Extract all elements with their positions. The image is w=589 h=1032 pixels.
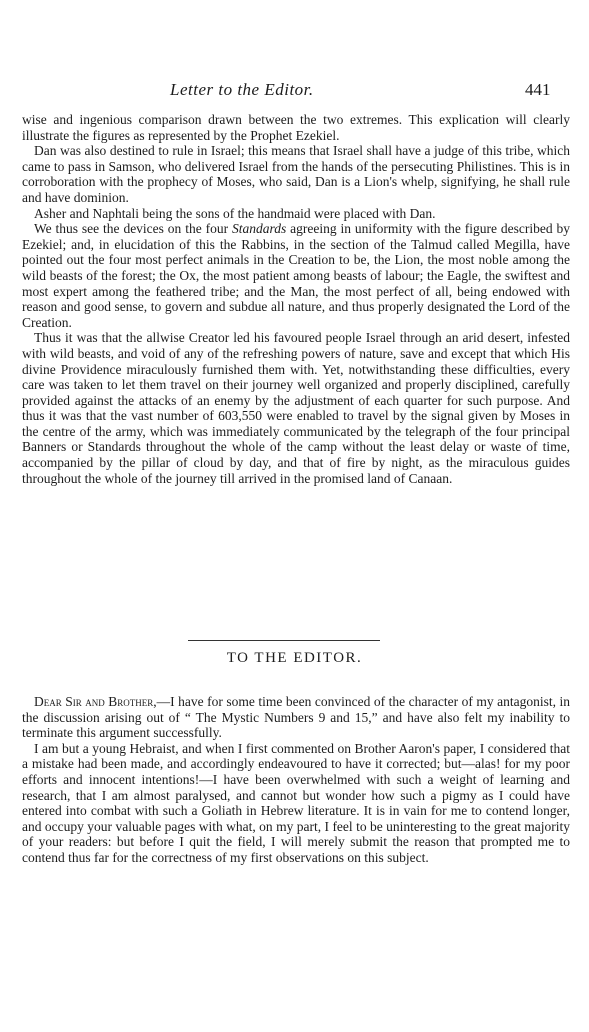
article-paragraph: Asher and Naphtali being the sons of the handmaid were placed with Dan. <box>34 205 436 221</box>
article-paragraph-rest: agreeing in uniformity with the figure described by Ezekiel; and, in elucidation of this the Rabbins, in the section of the Talmud called Megilla, have pointed out the four most perfect animals in the Creation to be, the Lion, the most noble among the wild beasts of the forest; the Ox, the most patient among beasts of labour; the Eagle, the swiftest and most expert among the feathered tribe; and the Man, the most perfect of all, being endowed with reason and good sense, to govern and subdue all nature, and thus properly designated the Lord of the Creation. <box>22 221 571 330</box>
letter-paragraph: I am but a young Hebraist, and when I first commented on Brother Aaron's paper, I considered that a mistake had been made, and accordingly endeavoured to have it corrected; but—alas! for my poor efforts and innocent intentions!—I have been overwhelmed with such a weight of learning and research, that I am almost paralysed, and cannot but wonder how such a pigmy as I could have entered into combat with such a Goliath in Hebrew literature. It is in vain for me to contend longer, and occupy your valuable pages with what, on my part, I feel to be uninteresting to the great majority of your readers: but before I quit the field, I will merely submit the reason that prompted me to contend thus far for the correctness of my first observations on this subject. <box>22 740 570 865</box>
letter-heading: TO THE EDITOR. <box>226 650 363 666</box>
article-paragraph: Thus it was that the allwise Creator led his favoured people Israel through an arid desert, infested with wild beasts, and void of any of the refreshing powers of nature, save and except that which His divine Providence miraculously furnished them with. Yet, notwithstanding these difficulties, every care was taken to let them travel on their journey well organized and properly disciplined, carefully provided against the attacks of an enemy by the adjustment of each quarter for such purpose. And thus it was that the vast number of 603,550 were enabled to travel by the signal given by Moses in the centre of the army, which was immediately communicated by the telegraph of the four principal Banners or Standards throughout the whole of the camp without the least delay or waste of time, accompanied by the pillar of cloud by day, and that of fire by night, as the miraculous guides throughout the whole of the journey till arrived in the promised land of Canaan. <box>22 330 570 486</box>
article-paragraph <box>22 221 570 330</box>
running-head <box>0 80 589 104</box>
article-paragraph-start: We thus see the devices on the four <box>34 221 229 237</box>
letter-body <box>22 694 570 866</box>
running-title: Letter to the Editor. <box>170 80 314 99</box>
letter-paragraph-rest: —I have for some time been convinced of the character of my antagonist, in the discussion arising out of “ The Mystic Numbers 9 and 15,” and have also felt my inability to terminate this argument successfully. <box>22 694 570 741</box>
letter-paragraph <box>22 694 570 741</box>
emphasis-standards: Standards <box>231 221 287 237</box>
article-paragraph: Dan was also destined to rule in Israel; this means that Israel shall have a judge of this tribe, which came to pass in Samson, who delivered Israel from the hands of the persecuting Philistines. This is in corroboration with the prophecy of Moses, who said, Dan is a Lion's whelp, signifying, he shall rule and have dominion. <box>22 143 570 205</box>
salutation: Dear Sir and Brother, <box>34 694 157 709</box>
section-divider <box>188 640 380 641</box>
article-paragraph: wise and ingenious comparison drawn between the two extremes. This explication will clearly illustrate the figures as represented by the Prophet Ezekiel. <box>22 112 570 143</box>
page-number: 441 <box>525 80 551 99</box>
article-body <box>22 112 570 486</box>
